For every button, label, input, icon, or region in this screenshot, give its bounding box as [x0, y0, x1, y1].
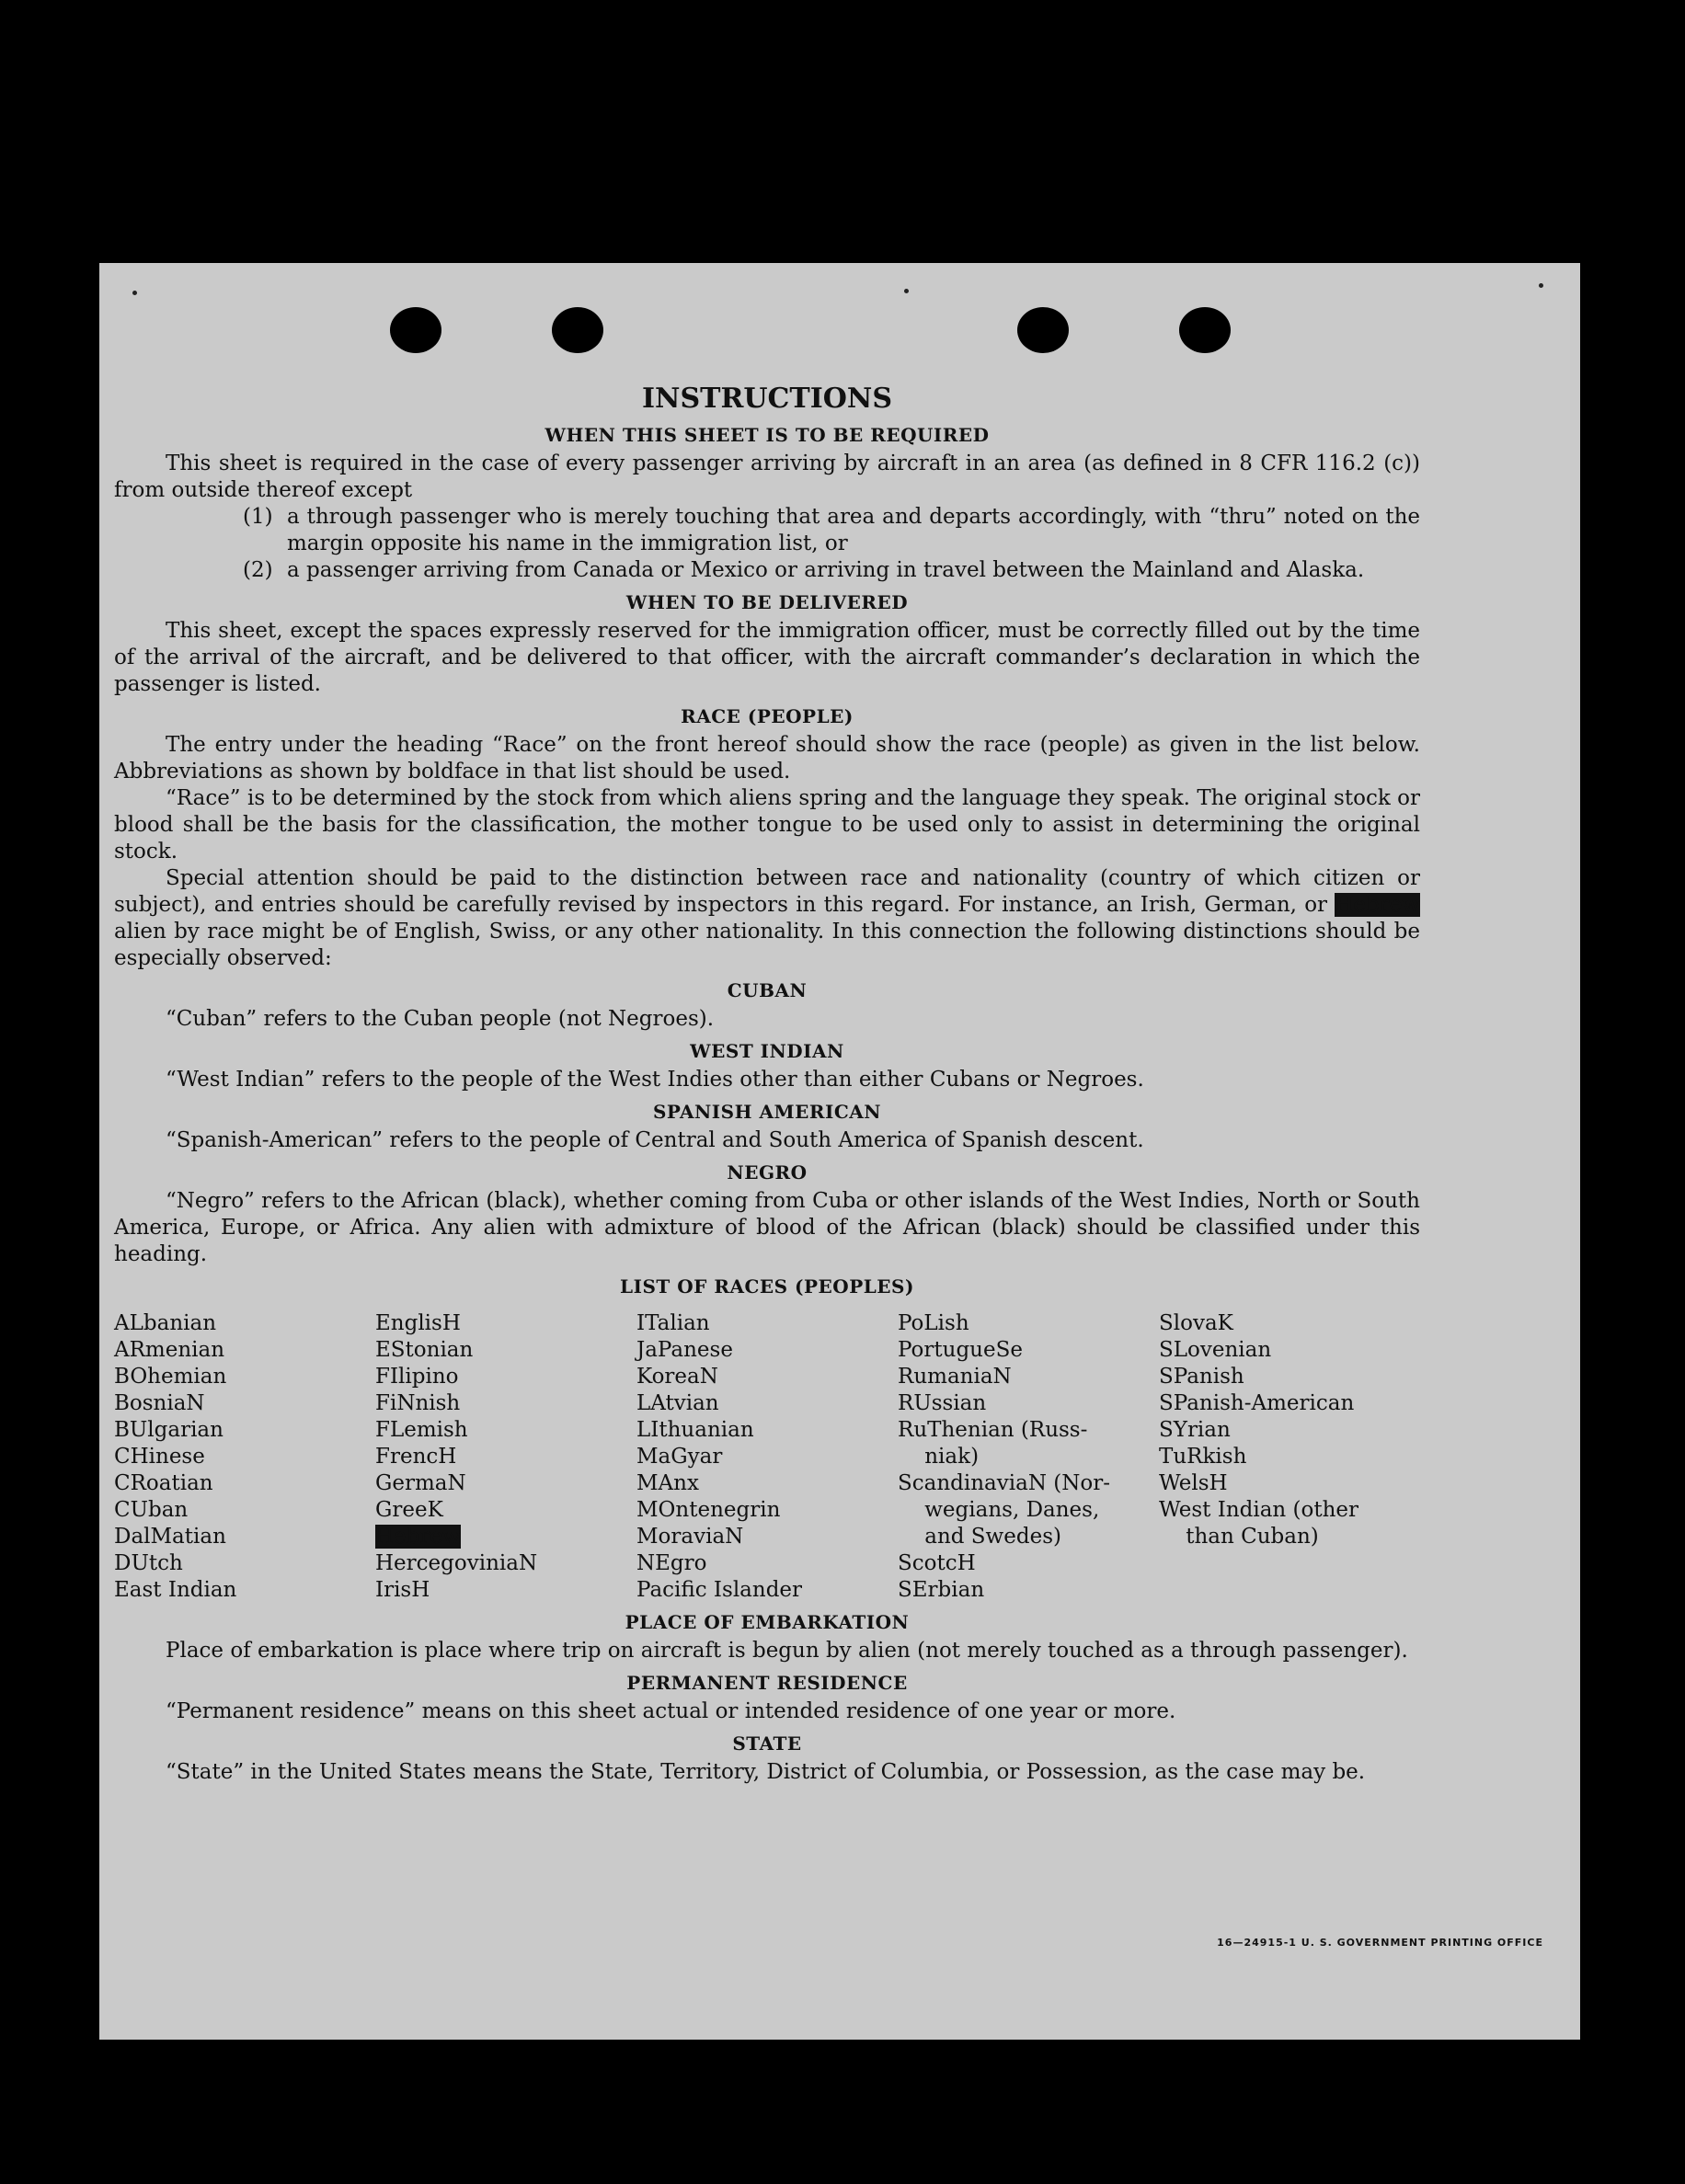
race-item: ARmenian [114, 1338, 225, 1362]
race-item: JaPanese [636, 1338, 733, 1362]
races-column [1159, 1310, 1420, 1604]
race-paragraph-2: “Race” is to be determined by the stock from which aliens spring and the language they speak. The original stock or blood shall be the basis for the classification, the mother tongue to be used only to assist in determining the original stock. [114, 786, 1420, 863]
race-item: MaGyar [636, 1445, 723, 1469]
race-item: DalMatian [114, 1525, 226, 1549]
races-column [898, 1310, 1159, 1604]
race-item: EStonian [375, 1338, 474, 1362]
races-list [114, 1310, 1420, 1604]
item-text: a passenger arriving from Canada or Mexico or arriving in travel between the Mainland and Alaska. [287, 558, 1365, 582]
race-item: West Indian (other [1159, 1498, 1359, 1522]
race-item: ScandinaviaN (Nor- [898, 1471, 1110, 1495]
race-paragraph-3a: Special attention should be paid to the distinction between race and nationality (country of which citizen or subject), and entries should be carefully revised by inspectors in this regard. For instance, an Irish, German, or [114, 866, 1420, 917]
race-paragraph-1: The entry under the heading “Race” on the front hereof should show the race (people) as given in the list below. Abbreviations as shown by boldface in that list should be used. [114, 733, 1420, 783]
race-item: IrisH [375, 1578, 430, 1602]
speck [904, 289, 909, 293]
heading-required: WHEN THIS SHEET IS TO BE REQUIRED [544, 424, 990, 446]
race-item: SErbian [898, 1578, 985, 1602]
heading-permanent-residence: PERMANENT RESIDENCE [626, 1672, 908, 1694]
race-item: ScotcH [898, 1551, 976, 1575]
race-item: ALbanian [114, 1311, 217, 1335]
race-item: SPanish-American [1159, 1391, 1355, 1415]
race-item: FrencH [375, 1445, 457, 1469]
heading-cuban: CUBAN [727, 979, 808, 1001]
item-text: a through passenger who is merely touching that area and departs accordingly, with “thru” noted on the margin opposite his name in the immigration list, or [287, 505, 1420, 555]
race-paragraph-3b: alien by race might be of English, Swiss, or any other nationality. In this connection the following distinctions should be especially observed: [114, 920, 1420, 970]
race-item: TuRkish [1159, 1445, 1247, 1469]
heading-list-of-races: LIST OF RACES (PEOPLES) [620, 1275, 914, 1298]
exception-item-1 [243, 504, 1420, 557]
page-title: INSTRUCTIONS [642, 383, 892, 415]
speck [1539, 283, 1543, 288]
race-item: CRoatian [114, 1471, 213, 1495]
punch-hole [1017, 307, 1069, 353]
race-item: HercegoviniaN [375, 1551, 538, 1575]
heading-embarkation: PLACE OF EMBARKATION [625, 1611, 910, 1633]
race-item: PoLish [898, 1311, 969, 1335]
race-item: PortugueSe [898, 1338, 1023, 1362]
negro-text: “Negro” refers to the African (black), whether coming from Cuba or other islands of the West Indies, North or South America, Europe, or Africa. Any alien with admixture of blood of the African (black) should be classified under this heading. [114, 1189, 1420, 1266]
race-paragraph-3 [114, 865, 1420, 972]
races-column [636, 1310, 898, 1604]
punch-hole [390, 307, 441, 353]
punch-hole [552, 307, 603, 353]
heading-spanish-american: SPANISH AMERICAN [652, 1101, 882, 1123]
race-item: FIlipino [375, 1365, 459, 1389]
race-item: East Indian [114, 1578, 237, 1602]
race-item: niak) [898, 1445, 980, 1469]
item-number: (2) [243, 558, 273, 582]
exception-item-2 [243, 557, 1420, 584]
race-item: SYrian [1159, 1418, 1231, 1442]
races-column [375, 1310, 636, 1604]
instructions-content [114, 383, 1420, 1786]
race-item: BUlgarian [114, 1418, 224, 1442]
permanent-residence-text: “Permanent residence” means on this sheet actual or intended residence of one year or more. [166, 1699, 1176, 1723]
race-item: and Swedes) [898, 1525, 1061, 1549]
race-item: RUssian [898, 1391, 987, 1415]
item-number: (1) [243, 505, 273, 529]
race-item: MAnx [636, 1471, 699, 1495]
delivered-text: This sheet, except the spaces expressly reserved for the immigration officer, must be correctly filled out by the time of the arrival of the aircraft, and be delivered to that officer, with the aircraft commander’s declaration in which the passenger is listed. [114, 619, 1420, 696]
race-item: FLemish [375, 1418, 468, 1442]
west-indian-text: “West Indian” refers to the people of the West Indies other than either Cubans or Negroes. [166, 1068, 1144, 1092]
race-item: WelsH [1159, 1471, 1228, 1495]
state-text: “State” in the United States means the State, Territory, District of Columbia, or Possession, as the case may be. [166, 1760, 1366, 1784]
race-item: SlovaK [1159, 1311, 1233, 1335]
heading-state: STATE [732, 1732, 802, 1755]
cuban-text: “Cuban” refers to the Cuban people (not Negroes). [166, 1007, 715, 1031]
speck [132, 291, 137, 295]
races-column [114, 1310, 375, 1604]
punch-hole [1179, 307, 1231, 353]
race-item: NEgro [636, 1551, 707, 1575]
race-item: BosniaN [114, 1391, 205, 1415]
heading-delivered: WHEN TO BE DELIVERED [625, 591, 909, 613]
race-item: SLovenian [1159, 1338, 1272, 1362]
spanish-american-text: “Spanish-American” refers to the people of Central and South America of Spanish descent. [166, 1128, 1144, 1152]
race-item: GermaN [375, 1471, 466, 1495]
race-item: Pacific Islander [636, 1578, 803, 1602]
race-item: RuThenian (Russ- [898, 1418, 1088, 1442]
race-item: CUban [114, 1498, 189, 1522]
embarkation-text: Place of embarkation is place where trip on aircraft is begun by alien (not merely touched as a through passenger). [166, 1639, 1408, 1663]
printing-office-footer: 16—24915-1 U. S. GOVERNMENT PRINTING OFFICE [1217, 1937, 1543, 1949]
race-item: LAtvian [636, 1391, 719, 1415]
race-item: MOntenegrin [636, 1498, 781, 1522]
race-item: RumaniaN [898, 1365, 1012, 1389]
heading-west-indian: WEST INDIAN [690, 1040, 844, 1062]
race-item: KoreaN [636, 1365, 718, 1389]
required-text: This sheet is required in the case of every passenger arriving by aircraft in an area (as defined in 8 CFR 116.2 (c)) from outside thereof except [114, 452, 1420, 502]
redacted-word: Hebrew [375, 1525, 461, 1549]
race-item: MoraviaN [636, 1525, 744, 1549]
race-item: FiNnish [375, 1391, 461, 1415]
race-item-redacted [375, 1524, 636, 1550]
race-item: SPanish [1159, 1365, 1244, 1389]
race-item: BOhemian [114, 1365, 227, 1389]
race-item: EnglisH [375, 1311, 461, 1335]
redacted-word: Hebrew [1335, 893, 1420, 917]
race-item: LIthuanian [636, 1418, 754, 1442]
document-sheet [99, 263, 1580, 2040]
race-item: ITalian [636, 1311, 710, 1335]
heading-race: RACE (PEOPLE) [681, 705, 854, 727]
race-item: DUtch [114, 1551, 183, 1575]
race-item: wegians, Danes, [898, 1498, 1100, 1522]
heading-negro: NEGRO [727, 1161, 808, 1183]
race-item: GreeK [375, 1498, 443, 1522]
race-item: than Cuban) [1159, 1525, 1319, 1549]
race-item: CHinese [114, 1445, 205, 1469]
